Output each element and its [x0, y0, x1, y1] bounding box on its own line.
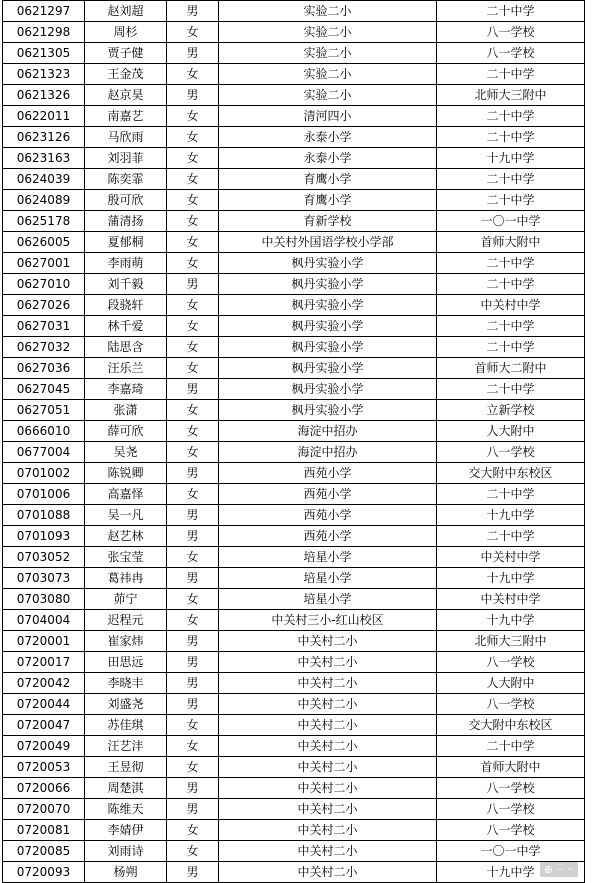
student-id-cell: 0623126: [3, 127, 85, 148]
student-name-cell: 杨朔: [85, 862, 167, 883]
student-name-cell: 林千爱: [85, 316, 167, 337]
gender-cell: 女: [167, 715, 219, 736]
table-row: [3, 379, 585, 400]
student-id-cell: 0621323: [3, 64, 85, 85]
student-name-cell: 刘千毅: [85, 274, 167, 295]
student-id-cell: 0720047: [3, 715, 85, 736]
primary-school-cell: 培星小学: [219, 589, 437, 610]
student-id-cell: 0720093: [3, 862, 85, 883]
primary-school-cell: 枫丹实验小学: [219, 379, 437, 400]
student-name-cell: 王昱彻: [85, 757, 167, 778]
primary-school-cell: 枫丹实验小学: [219, 253, 437, 274]
middle-school-cell: 二十中学: [437, 64, 585, 85]
student-name-cell: 赵刘超: [85, 1, 167, 22]
middle-school-cell: 二十中学: [437, 127, 585, 148]
table-row: [3, 568, 585, 589]
student-id-cell: 0627001: [3, 253, 85, 274]
middle-school-cell: 二十中学: [437, 484, 585, 505]
student-id-cell: 0704004: [3, 610, 85, 631]
primary-school-cell: 实验二小: [219, 85, 437, 106]
student-id-cell: 0720053: [3, 757, 85, 778]
middle-school-cell: 交大附中东校区: [437, 715, 585, 736]
gender-cell: 女: [167, 22, 219, 43]
gender-cell: 男: [167, 652, 219, 673]
gender-cell: 女: [167, 337, 219, 358]
table-row: [3, 526, 585, 547]
table-row: [3, 463, 585, 484]
gender-cell: 女: [167, 757, 219, 778]
table-row: [3, 211, 585, 232]
student-id-cell: 0627036: [3, 358, 85, 379]
student-id-cell: 0720017: [3, 652, 85, 673]
middle-school-cell: 二十中学: [437, 1, 585, 22]
table-row: [3, 673, 585, 694]
student-id-cell: 0720081: [3, 820, 85, 841]
middle-school-cell: 十九中学: [437, 148, 585, 169]
student-id-cell: 0627032: [3, 337, 85, 358]
student-name-cell: 汪艺沣: [85, 736, 167, 757]
gender-cell: 女: [167, 358, 219, 379]
student-name-cell: 吴一凡: [85, 505, 167, 526]
primary-school-cell: 西苑小学: [219, 505, 437, 526]
student-name-cell: 王金茂: [85, 64, 167, 85]
primary-school-cell: 中关村二小: [219, 736, 437, 757]
middle-school-cell: 北师大三附中: [437, 85, 585, 106]
primary-school-cell: 中关村二小: [219, 799, 437, 820]
primary-school-cell: 培星小学: [219, 568, 437, 589]
student-id-cell: 0626005: [3, 232, 85, 253]
primary-school-cell: 西苑小学: [219, 463, 437, 484]
table-row: [3, 757, 585, 778]
gender-cell: 男: [167, 379, 219, 400]
table-row: [3, 1, 585, 22]
student-name-cell: 贾子健: [85, 43, 167, 64]
student-name-cell: 吴尧: [85, 442, 167, 463]
primary-school-cell: 海淀中招办: [219, 442, 437, 463]
student-name-cell: 马欣雨: [85, 127, 167, 148]
student-id-cell: 0627026: [3, 295, 85, 316]
table-row: [3, 694, 585, 715]
gender-cell: 女: [167, 400, 219, 421]
gender-cell: 女: [167, 547, 219, 568]
admission-table: [2, 0, 585, 883]
table-row: [3, 22, 585, 43]
student-id-cell: 0701088: [3, 505, 85, 526]
table-row: [3, 295, 585, 316]
student-name-cell: 苏佳琪: [85, 715, 167, 736]
student-name-cell: 周杉: [85, 22, 167, 43]
student-name-cell: 李雨萌: [85, 253, 167, 274]
table-row: [3, 169, 585, 190]
middle-school-cell: 二十中学: [437, 337, 585, 358]
table-row: [3, 190, 585, 211]
primary-school-cell: 枫丹实验小学: [219, 400, 437, 421]
primary-school-cell: 中关村二小: [219, 820, 437, 841]
student-id-cell: 0627045: [3, 379, 85, 400]
primary-school-cell: 实验二小: [219, 43, 437, 64]
student-name-cell: 南嘉艺: [85, 106, 167, 127]
student-name-cell: 陈维天: [85, 799, 167, 820]
admission-table-body: [3, 1, 585, 883]
student-id-cell: 0623163: [3, 148, 85, 169]
gender-cell: 男: [167, 631, 219, 652]
student-name-cell: 张潇: [85, 400, 167, 421]
table-row: [3, 43, 585, 64]
table-row: [3, 400, 585, 421]
primary-school-cell: 枫丹实验小学: [219, 316, 437, 337]
table-row: [3, 274, 585, 295]
student-name-cell: 薛可欣: [85, 421, 167, 442]
student-id-cell: 0627051: [3, 400, 85, 421]
gender-cell: 男: [167, 85, 219, 106]
middle-school-cell: 二十中学: [437, 190, 585, 211]
gender-cell: 女: [167, 106, 219, 127]
student-name-cell: 崔家炜: [85, 631, 167, 652]
primary-school-cell: 永泰小学: [219, 127, 437, 148]
primary-school-cell: 育鹰小学: [219, 190, 437, 211]
middle-school-cell: 十九中学: [437, 610, 585, 631]
gender-cell: 女: [167, 190, 219, 211]
student-id-cell: 0627031: [3, 316, 85, 337]
table-row: [3, 547, 585, 568]
student-name-cell: 刘雨诗: [85, 841, 167, 862]
primary-school-cell: 中关村二小: [219, 652, 437, 673]
student-name-cell: 段骁轩: [85, 295, 167, 316]
middle-school-cell: 十九中学: [437, 862, 585, 883]
student-name-cell: 田思远: [85, 652, 167, 673]
primary-school-cell: 中关村二小: [219, 862, 437, 883]
student-id-cell: 0624089: [3, 190, 85, 211]
gender-cell: 男: [167, 505, 219, 526]
table-row: [3, 736, 585, 757]
middle-school-cell: 八一学校: [437, 22, 585, 43]
table-row: [3, 589, 585, 610]
student-id-cell: 0624039: [3, 169, 85, 190]
middle-school-cell: 二十中学: [437, 316, 585, 337]
middle-school-cell: 首师大附中: [437, 232, 585, 253]
student-id-cell: 0720042: [3, 673, 85, 694]
middle-school-cell: 八一学校: [437, 694, 585, 715]
middle-school-cell: 交大附中东校区: [437, 463, 585, 484]
table-row: [3, 85, 585, 106]
middle-school-cell: 八一学校: [437, 43, 585, 64]
table-row: [3, 652, 585, 673]
table-row: [3, 232, 585, 253]
gender-cell: 女: [167, 232, 219, 253]
gender-cell: 男: [167, 778, 219, 799]
middle-school-cell: 一〇一中学: [437, 841, 585, 862]
table-row: [3, 610, 585, 631]
table-row: [3, 778, 585, 799]
table-row: [3, 442, 585, 463]
student-id-cell: 0622011: [3, 106, 85, 127]
middle-school-cell: 中关村中学: [437, 547, 585, 568]
primary-school-cell: 育新学校: [219, 211, 437, 232]
student-id-cell: 0720066: [3, 778, 85, 799]
primary-school-cell: 枫丹实验小学: [219, 295, 437, 316]
primary-school-cell: 中关村外国语学校小学部: [219, 232, 437, 253]
middle-school-cell: 一〇一中学: [437, 211, 585, 232]
table-row: [3, 253, 585, 274]
student-id-cell: 0720001: [3, 631, 85, 652]
gender-cell: 女: [167, 211, 219, 232]
student-name-cell: 蒲清扬: [85, 211, 167, 232]
student-id-cell: 0703073: [3, 568, 85, 589]
watermark-logo: ⊕ ·· ··: [540, 862, 578, 877]
gender-cell: 男: [167, 526, 219, 547]
student-id-cell: 0720085: [3, 841, 85, 862]
middle-school-cell: 八一学校: [437, 799, 585, 820]
student-name-cell: 汪乐兰: [85, 358, 167, 379]
primary-school-cell: 枫丹实验小学: [219, 274, 437, 295]
gender-cell: 男: [167, 673, 219, 694]
table-row: [3, 799, 585, 820]
gender-cell: 男: [167, 694, 219, 715]
middle-school-cell: 二十中学: [437, 169, 585, 190]
gender-cell: 女: [167, 421, 219, 442]
student-id-cell: 0621297: [3, 1, 85, 22]
middle-school-cell: 十九中学: [437, 568, 585, 589]
middle-school-cell: 首师大二附中: [437, 358, 585, 379]
student-id-cell: 0703080: [3, 589, 85, 610]
gender-cell: 男: [167, 862, 219, 883]
middle-school-cell: 二十中学: [437, 379, 585, 400]
student-id-cell: 0666010: [3, 421, 85, 442]
student-id-cell: 0720070: [3, 799, 85, 820]
primary-school-cell: 西苑小学: [219, 526, 437, 547]
student-name-cell: 周楚淇: [85, 778, 167, 799]
gender-cell: 女: [167, 253, 219, 274]
student-name-cell: 殷可欣: [85, 190, 167, 211]
student-id-cell: 0625178: [3, 211, 85, 232]
primary-school-cell: 西苑小学: [219, 484, 437, 505]
table-row: [3, 148, 585, 169]
primary-school-cell: 中关村二小: [219, 694, 437, 715]
table-row: [3, 337, 585, 358]
table-row: [3, 862, 585, 883]
gender-cell: 女: [167, 841, 219, 862]
gender-cell: 女: [167, 589, 219, 610]
table-row: [3, 421, 585, 442]
student-name-cell: 葛祎冉: [85, 568, 167, 589]
middle-school-cell: 八一学校: [437, 778, 585, 799]
gender-cell: 女: [167, 442, 219, 463]
student-id-cell: 0621305: [3, 43, 85, 64]
student-name-cell: 李晓丰: [85, 673, 167, 694]
gender-cell: 男: [167, 568, 219, 589]
primary-school-cell: 实验二小: [219, 22, 437, 43]
gender-cell: 女: [167, 148, 219, 169]
primary-school-cell: 中关村二小: [219, 841, 437, 862]
student-name-cell: 夏郁桐: [85, 232, 167, 253]
primary-school-cell: 枫丹实验小学: [219, 358, 437, 379]
primary-school-cell: 海淀中招办: [219, 421, 437, 442]
student-name-cell: 赵京昊: [85, 85, 167, 106]
primary-school-cell: 永泰小学: [219, 148, 437, 169]
student-name-cell: 李嘉琦: [85, 379, 167, 400]
middle-school-cell: 十九中学: [437, 505, 585, 526]
middle-school-cell: 中关村中学: [437, 589, 585, 610]
primary-school-cell: 实验二小: [219, 1, 437, 22]
student-name-cell: 高嘉怿: [85, 484, 167, 505]
table-row: [3, 127, 585, 148]
student-id-cell: 0703052: [3, 547, 85, 568]
student-id-cell: 0720044: [3, 694, 85, 715]
table-row: [3, 316, 585, 337]
student-name-cell: 陈锐卿: [85, 463, 167, 484]
table-row: [3, 505, 585, 526]
middle-school-cell: 八一学校: [437, 442, 585, 463]
gender-cell: 女: [167, 169, 219, 190]
middle-school-cell: 二十中学: [437, 253, 585, 274]
student-id-cell: 0621298: [3, 22, 85, 43]
student-id-cell: 0701002: [3, 463, 85, 484]
student-name-cell: 陆思含: [85, 337, 167, 358]
student-id-cell: 0701006: [3, 484, 85, 505]
table-row: [3, 715, 585, 736]
student-name-cell: 茆宁: [85, 589, 167, 610]
table-row: [3, 106, 585, 127]
table-row: [3, 64, 585, 85]
table-row: [3, 841, 585, 862]
student-name-cell: 张宝莹: [85, 547, 167, 568]
primary-school-cell: 中关村二小: [219, 757, 437, 778]
table-row: [3, 484, 585, 505]
table-row: [3, 631, 585, 652]
primary-school-cell: 枫丹实验小学: [219, 337, 437, 358]
middle-school-cell: 人大附中: [437, 673, 585, 694]
gender-cell: 男: [167, 274, 219, 295]
gender-cell: 男: [167, 43, 219, 64]
gender-cell: 女: [167, 820, 219, 841]
middle-school-cell: 二十中学: [437, 274, 585, 295]
student-id-cell: 0627010: [3, 274, 85, 295]
gender-cell: 女: [167, 316, 219, 337]
gender-cell: 男: [167, 799, 219, 820]
primary-school-cell: 中关村二小: [219, 715, 437, 736]
middle-school-cell: 二十中学: [437, 736, 585, 757]
student-id-cell: 0677004: [3, 442, 85, 463]
student-id-cell: 0720049: [3, 736, 85, 757]
table-row: [3, 820, 585, 841]
student-name-cell: 刘盛尧: [85, 694, 167, 715]
student-name-cell: 陈奕霏: [85, 169, 167, 190]
primary-school-cell: 培星小学: [219, 547, 437, 568]
middle-school-cell: 八一学校: [437, 652, 585, 673]
primary-school-cell: 育鹰小学: [219, 169, 437, 190]
student-name-cell: 赵艺林: [85, 526, 167, 547]
primary-school-cell: 清河四小: [219, 106, 437, 127]
primary-school-cell: 中关村三小-红山校区: [219, 610, 437, 631]
primary-school-cell: 中关村二小: [219, 631, 437, 652]
gender-cell: 男: [167, 1, 219, 22]
gender-cell: 男: [167, 463, 219, 484]
student-name-cell: 李婧伊: [85, 820, 167, 841]
middle-school-cell: 北师大三附中: [437, 631, 585, 652]
primary-school-cell: 中关村二小: [219, 673, 437, 694]
middle-school-cell: 立新学校: [437, 400, 585, 421]
gender-cell: 女: [167, 64, 219, 85]
student-id-cell: 0621326: [3, 85, 85, 106]
primary-school-cell: 中关村二小: [219, 778, 437, 799]
middle-school-cell: 二十中学: [437, 526, 585, 547]
student-name-cell: 迟程元: [85, 610, 167, 631]
gender-cell: 女: [167, 295, 219, 316]
gender-cell: 女: [167, 484, 219, 505]
middle-school-cell: 人大附中: [437, 421, 585, 442]
student-id-cell: 0701093: [3, 526, 85, 547]
middle-school-cell: 中关村中学: [437, 295, 585, 316]
gender-cell: 女: [167, 736, 219, 757]
primary-school-cell: 实验二小: [219, 64, 437, 85]
gender-cell: 女: [167, 127, 219, 148]
student-name-cell: 刘羽菲: [85, 148, 167, 169]
middle-school-cell: 二十中学: [437, 106, 585, 127]
middle-school-cell: 八一学校: [437, 820, 585, 841]
gender-cell: 女: [167, 610, 219, 631]
table-row: [3, 358, 585, 379]
middle-school-cell: 首师大附中: [437, 757, 585, 778]
